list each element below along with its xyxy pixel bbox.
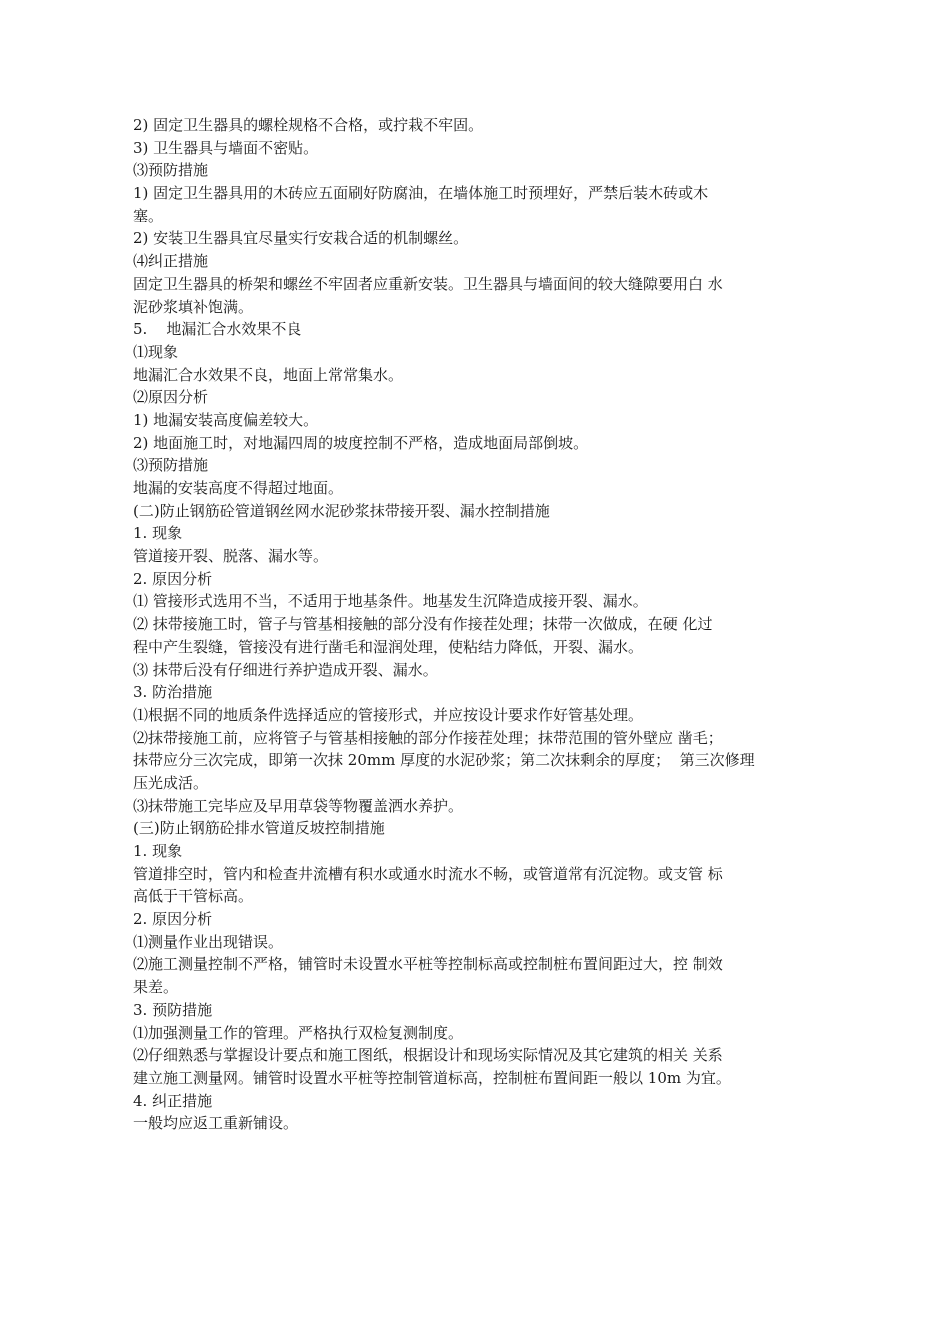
text-line: 建立施工测量网。铺管时设置水平桩等控制管道标高，控制桩布置间距一般以 10m 为宜。 — [133, 1068, 731, 1087]
section-heading: 3. 防治措施 — [133, 683, 213, 702]
text-line: ⑵仔细熟悉与掌握设计要点和施工图纸，根据设计和现场实际情况及其它建筑的相关 关系 — [133, 1046, 723, 1065]
text-line: 1) 固定卫生器具用的木砖应五面刷好防腐油，在墙体施工时预埋好，严禁后装木砖或木 — [133, 184, 709, 203]
text-line: 果差。 — [133, 978, 179, 997]
text-line: 程中产生裂缝，管接没有进行凿毛和湿润处理，使粘结力降低，开裂、漏水。 — [133, 637, 644, 656]
text-line: 塞。 — [133, 206, 164, 225]
section-heading: 2. 原因分析 — [133, 569, 213, 588]
text-line: ⑴加强测量工作的管理。严格执行双检复测制度。 — [133, 1023, 464, 1042]
text-line: 3) 卫生器具与墙面不密贴。 — [133, 138, 319, 157]
text-line: ⑶抹带施工完毕应及早用草袋等物覆盖洒水养护。 — [133, 796, 464, 815]
text-line: 管道接开裂、脱落、漏水等。 — [133, 547, 329, 566]
section-heading: ⑶预防措施 — [133, 456, 209, 475]
section-heading: ⑴现象 — [133, 342, 179, 361]
text-line: 管道排空时，管内和检查井流槽有积水或通水时流水不畅，或管道常有沉淀物。或支管 标 — [133, 864, 723, 883]
text-line: 抹带应分三次完成，即第一次抹 20mm 厚度的水泥砂浆；第二次抹剩余的厚度； 第三次修理 — [133, 751, 755, 770]
section-heading: (三)防止钢筋砼排水管道反坡控制措施 — [133, 819, 385, 838]
section-heading: ⑷纠正措施 — [133, 252, 209, 271]
section-heading: ⑶预防措施 — [133, 161, 209, 180]
section-heading: 4. 纠正措施 — [133, 1091, 213, 1110]
text-line: 压光成活。 — [133, 773, 209, 792]
text-line: ⑴测量作业出现错误。 — [133, 932, 284, 951]
section-heading: 1. 现象 — [133, 842, 183, 860]
text-line: 一般均应返工重新铺设。 — [133, 1114, 299, 1133]
text-line: ⑴ 管接形式选用不当，不适用于地基条件。地基发生沉降造成接开裂、漏水。 — [133, 592, 648, 611]
text-line: ⑶ 抹带后没有仔细进行养护造成开裂、漏水。 — [133, 660, 438, 679]
text-line: 地漏汇合水效果不良，地面上常常集水。 — [133, 365, 404, 384]
section-heading: 1. 现象 — [133, 524, 183, 543]
text-line: 2) 地面施工时，对地漏四周的坡度控制不严格，造成地面局部倒坡。 — [133, 433, 589, 452]
text-line: 固定卫生器具的桥架和螺丝不牢固者应重新安装。卫生器具与墙面间的较大缝隙要用白 水 — [133, 274, 723, 293]
text-line: 泥砂浆填补饱满。 — [133, 297, 254, 316]
text-line: 1) 地漏安装高度偏差较大。 — [133, 410, 319, 429]
text-line: 2) 固定卫生器具的螺栓规格不合格，或拧栽不牢固。 — [133, 116, 484, 134]
text-line: 地漏的安装高度不得超过地面。 — [133, 479, 344, 497]
text-line: ⑴根据不同的地质条件选择适应的管接形式，并应按设计要求作好管基处理。 — [133, 705, 644, 724]
section-heading: 3. 预防措施 — [133, 1000, 213, 1019]
text-line: 高低于干管标高。 — [133, 887, 254, 906]
section-heading: 5. 地漏汇合水效果不良 — [133, 320, 302, 339]
section-heading: 2. 原因分析 — [133, 910, 213, 929]
text-line: ⑵ 抹带接施工时，管子与管基相接触的部分没有作接茬处理；抹带一次做成，在硬 化过 — [133, 615, 713, 634]
section-heading: (二)防止钢筋砼管道钢丝网水泥砂浆抹带接开裂、漏水控制措施 — [133, 501, 550, 520]
text-line: 2) 安装卫生器具宜尽量实行安栽合适的机制螺丝。 — [133, 229, 469, 248]
text-line: ⑵抹带接施工前，应将管子与管基相接触的部分作接茬处理；抹带范围的管外壁应 凿毛； — [133, 728, 723, 747]
document-body — [133, 114, 823, 1135]
text-line: ⑵施工测量控制不严格，铺管时未设置水平桩等控制标高或控制桩布置间距过大，控 制效 — [133, 955, 723, 974]
section-heading: ⑵原因分析 — [133, 388, 209, 407]
